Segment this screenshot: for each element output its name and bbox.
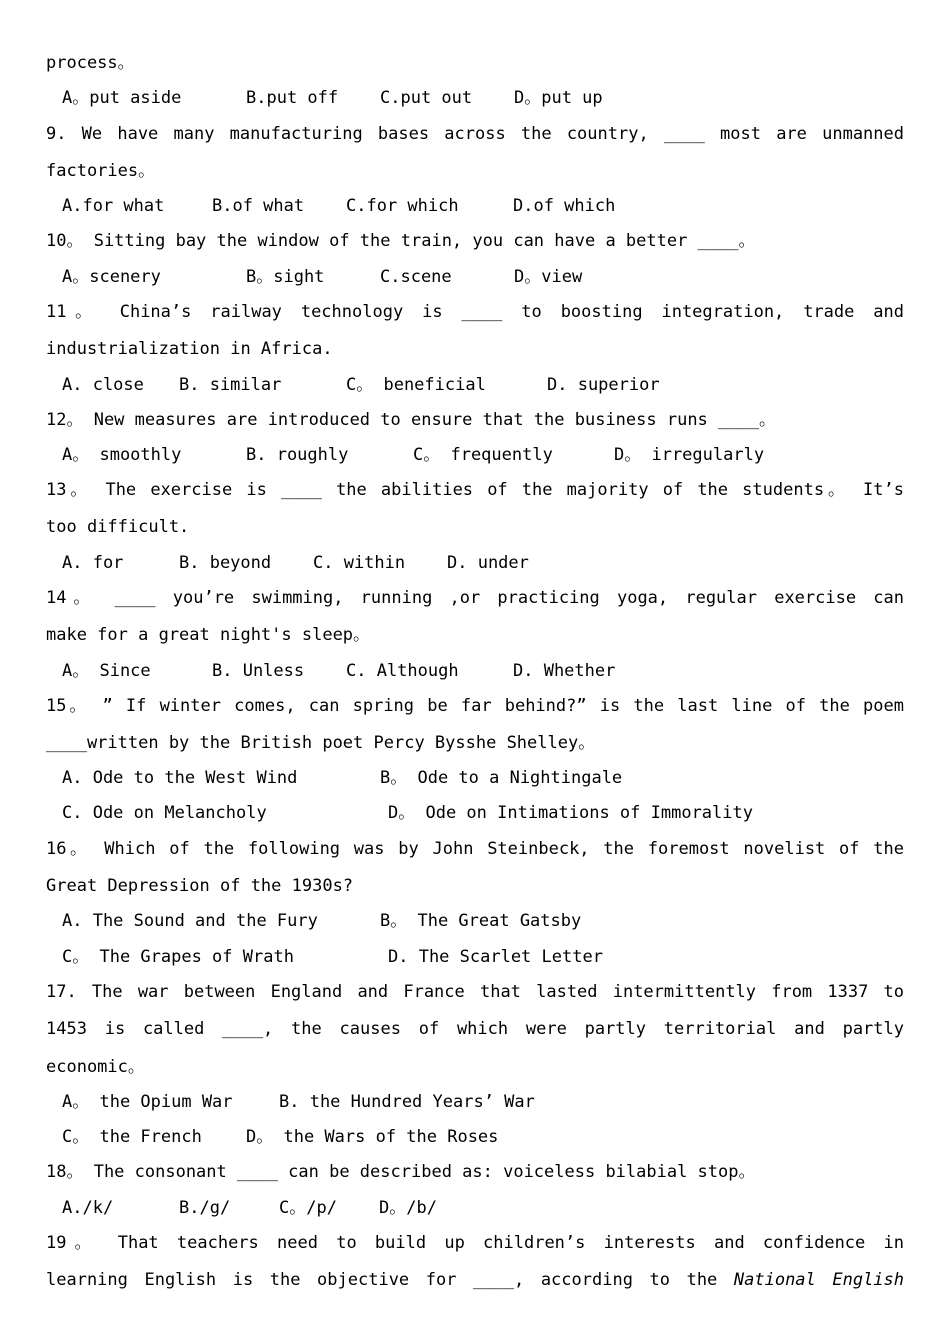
option-b: B. the Hundred Years’ War xyxy=(279,1092,535,1112)
option-c: C.for which xyxy=(346,196,459,216)
option-c: C. Ode on Melancholy xyxy=(62,803,267,823)
option-b: B.of what xyxy=(212,196,305,216)
question-17-options-ab xyxy=(62,1091,535,1113)
question-15-options-ab xyxy=(62,767,622,789)
option-b: B。 The Great Gatsby xyxy=(380,911,582,931)
question-19-cont xyxy=(46,1269,904,1291)
option-d: D. Whether xyxy=(513,661,616,681)
option-b: B. similar xyxy=(179,375,282,395)
option-a: A。 the Opium War xyxy=(62,1092,233,1112)
option-d: D。 Ode on Intimations of Immorality xyxy=(388,803,753,823)
option-c: C.put out xyxy=(380,88,473,108)
question-14: 14。 ____ you’re swimming, running ,or practicing yoga, regular exercise can xyxy=(46,588,904,608)
question-17-cont2: economic。 xyxy=(46,1057,145,1077)
question-15-options-cd xyxy=(62,802,753,824)
question-11-cont: industrialization in Africa. xyxy=(46,339,333,359)
question-11: 11。 China’s railway technology is ____ to boosting integration, trade and xyxy=(46,302,904,322)
document-title-italic: National English xyxy=(733,1270,905,1290)
question-8-options xyxy=(62,87,603,109)
option-d: D。put up xyxy=(514,88,603,108)
option-a: A./k/ xyxy=(62,1198,114,1218)
question-16-cont: Great Depression of the 1930s? xyxy=(46,876,354,896)
option-b: B。sight xyxy=(246,267,325,287)
option-d: D. The Scarlet Letter xyxy=(388,947,603,967)
question-16-options-cd xyxy=(62,946,603,968)
question-16: 16。 Which of the following was by John Steinbeck, the foremost novelist of the xyxy=(46,839,904,859)
option-d: D. under xyxy=(447,553,529,573)
question-15: 15。 ” If winter comes, can spring be far behind?” is the last line of the poem xyxy=(46,696,904,716)
option-a: A。 Since xyxy=(62,661,151,681)
option-a: A. The Sound and the Fury xyxy=(62,911,318,931)
question-12-options xyxy=(62,444,764,466)
option-b: B. beyond xyxy=(179,553,272,573)
question-13: 13。 The exercise is ____ the abilities of the majority of the students。 It’s xyxy=(46,480,904,500)
question-17: 17. The war between England and France that lasted intermittently from 1337 to xyxy=(46,982,904,1002)
question-13-cont: too difficult. xyxy=(46,517,190,537)
question-8-tail: process。 xyxy=(46,53,135,73)
option-c: C。 beneficial xyxy=(346,375,486,395)
question-17-options-cd xyxy=(62,1126,498,1148)
question-13-options xyxy=(62,552,529,574)
option-d: D。view xyxy=(514,267,583,287)
question-9-cont: factories。 xyxy=(46,161,156,181)
option-d: D。 the Wars of the Roses xyxy=(246,1127,499,1147)
option-b: B. roughly xyxy=(246,445,349,465)
option-c: C. within xyxy=(313,553,406,573)
option-b: B。 Ode to a Nightingale xyxy=(380,768,623,788)
option-b: B.put off xyxy=(246,88,339,108)
question-14-cont: make for a great night's sleep。 xyxy=(46,625,371,645)
question-19-text: learning English is the objective for ____, according to the xyxy=(46,1270,734,1290)
option-c: C.scene xyxy=(380,267,452,287)
question-9-options xyxy=(62,195,615,217)
question-12: 12。 New measures are introduced to ensure that the business runs ____。 xyxy=(46,410,776,430)
option-a: A. close xyxy=(62,375,144,395)
question-15-cont: ____written by the British poet Percy Bysshe Shelley。 xyxy=(46,733,596,753)
question-18-options xyxy=(62,1197,437,1219)
question-19: 19。 That teachers need to build up children’s interests and confidence in xyxy=(46,1233,904,1253)
option-d: D. superior xyxy=(547,375,660,395)
question-16-options-ab xyxy=(62,910,581,932)
option-b: B. Unless xyxy=(212,661,305,681)
question-9: 9. We have many manufacturing bases across the country, ____ most are unmanned xyxy=(46,124,904,144)
option-a: A。scenery xyxy=(62,267,161,287)
option-a: A. Ode to the West Wind xyxy=(62,768,298,788)
option-b: B./g/ xyxy=(179,1198,231,1218)
option-d: D。/b/ xyxy=(379,1198,437,1218)
option-a: A. for xyxy=(62,553,124,573)
option-d: D。 irregularly xyxy=(614,445,765,465)
question-10-options xyxy=(62,266,582,288)
question-18: 18。 The consonant ____ can be described as: voiceless bilabial stop。 xyxy=(46,1162,756,1182)
option-c: C。 the French xyxy=(62,1127,202,1147)
question-14-options xyxy=(62,660,615,682)
option-c: C。/p/ xyxy=(279,1198,337,1218)
question-17-cont: 1453 is called ____, the causes of which were partly territorial and partly xyxy=(46,1019,904,1039)
question-11-options xyxy=(62,374,660,396)
question-10: 10。 Sitting bay the window of the train, you can have a better ____。 xyxy=(46,231,756,251)
option-a: A。put aside xyxy=(62,88,182,108)
option-d: D.of which xyxy=(513,196,616,216)
option-a: A。 smoothly xyxy=(62,445,182,465)
option-c: C。 frequently xyxy=(413,445,553,465)
option-c: C。 The Grapes of Wrath xyxy=(62,947,294,967)
option-a: A.for what xyxy=(62,196,165,216)
option-c: C. Although xyxy=(346,661,459,681)
